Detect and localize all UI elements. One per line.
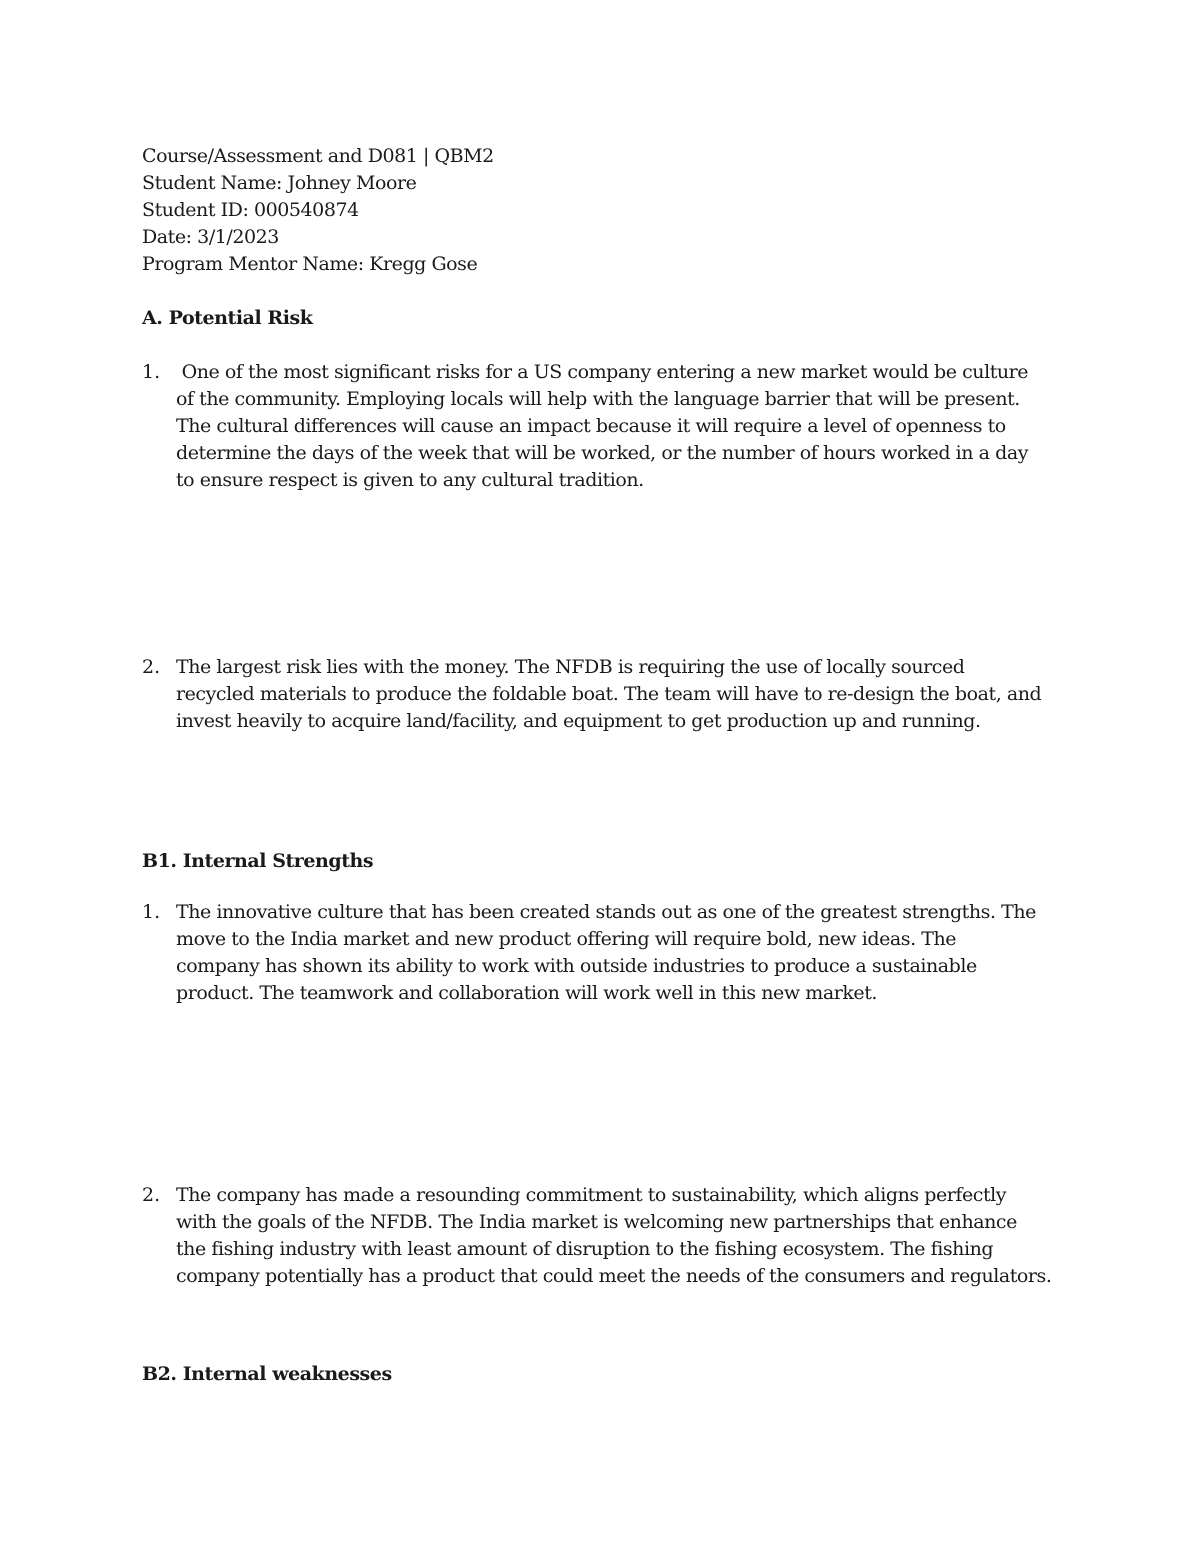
item-line: The company has made a resounding commitment to sustainability, which aligns perfectly bbox=[176, 1184, 1007, 1206]
section-a-heading: A. Potential Risk bbox=[142, 307, 313, 329]
item-line: The largest risk lies with the money. The NFDB is requiring the use of locally sourced bbox=[176, 656, 965, 678]
item-number: 2. bbox=[142, 1184, 161, 1206]
mentor-line: Program Mentor Name: Kregg Gose bbox=[142, 253, 478, 275]
item-line: recycled materials to produce the foldable boat. The team will have to re-design the boat, and bbox=[176, 683, 1042, 705]
item-line: The innovative culture that has been created stands out as one of the greatest strengths. The bbox=[176, 901, 1036, 923]
section-b2-heading: B2. Internal weaknesses bbox=[142, 1363, 392, 1385]
student-id-line: Student ID: 000540874 bbox=[142, 199, 359, 221]
item-line: move to the India market and new product offering will require bold, new ideas. The bbox=[176, 928, 957, 950]
item-line: invest heavily to acquire land/facility, and equipment to get production up and running. bbox=[176, 710, 981, 732]
item-body bbox=[176, 899, 1076, 1007]
section-b1-heading: B1. Internal Strengths bbox=[142, 850, 374, 872]
item-line: the fishing industry with least amount of disruption to the fishing ecosystem. The fishing bbox=[176, 1238, 994, 1260]
item-line: with the goals of the NFDB. The India market is welcoming new partnerships that enhance bbox=[176, 1211, 1017, 1233]
item-line: The cultural differences will cause an impact because it will require a level of openness to bbox=[176, 415, 1006, 437]
item-number: 1. bbox=[142, 901, 161, 923]
item-line: company potentially has a product that could meet the needs of the consumers and regulators. bbox=[176, 1265, 1052, 1287]
student-name-line: Student Name: Johney Moore bbox=[142, 172, 417, 194]
date-line: Date: 3/1/2023 bbox=[142, 226, 279, 248]
course-line: Course/Assessment and D081 | QBM2 bbox=[142, 145, 494, 167]
item-body bbox=[176, 359, 1076, 494]
item-body bbox=[176, 1182, 1076, 1290]
item-line: product. The teamwork and collaboration will work well in this new market. bbox=[176, 982, 877, 1004]
item-number: 2. bbox=[142, 656, 161, 678]
item-line: of the community. Employing locals will help with the language barrier that will be present. bbox=[176, 388, 1020, 410]
item-line: determine the days of the week that will be worked, or the number of hours worked in a day bbox=[176, 442, 1028, 464]
item-line: to ensure respect is given to any cultural tradition. bbox=[176, 469, 644, 491]
item-line: One of the most significant risks for a US company entering a new market would be culture bbox=[176, 361, 1029, 383]
item-line: company has shown its ability to work with outside industries to produce a sustainable bbox=[176, 955, 977, 977]
item-number: 1. bbox=[142, 361, 161, 383]
item-body bbox=[176, 654, 1076, 735]
